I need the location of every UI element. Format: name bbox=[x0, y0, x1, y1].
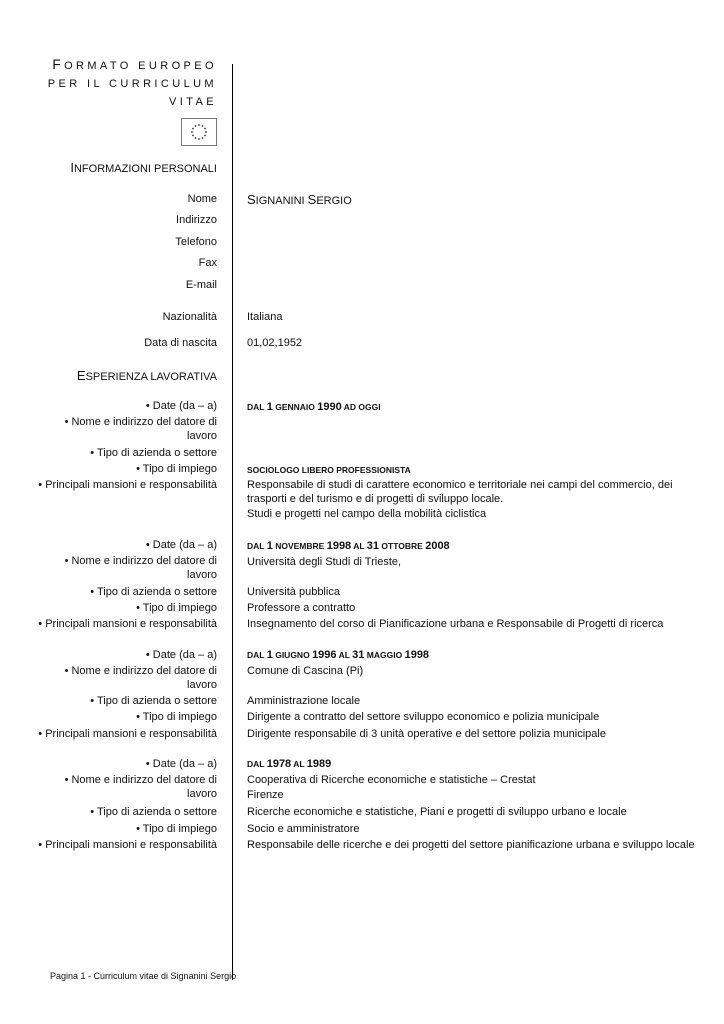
entry-3-date-value: DAL 1 GIUGNO 1996 AL 31 MAGGIO 1998 bbox=[247, 649, 430, 661]
entry-3-employer-label: • Nome e indirizzo del datore di lavoro bbox=[64, 665, 217, 691]
entry-2-job-type-label: • Tipo di impiego bbox=[136, 602, 217, 614]
entry-4-date-label: • Date (da – a) bbox=[145, 758, 217, 770]
entry-4-employer-value-2: Firenze bbox=[247, 789, 284, 801]
entry-4-duties-value: Responsabile delle ricerche e dei progetti del settore pianificazione urbana e sviluppo locale bbox=[247, 839, 695, 851]
entry-1-sector-label: • Tipo di azienda o settore bbox=[90, 447, 217, 459]
address-label: Indirizzo bbox=[176, 214, 217, 226]
entry-4-job-type-value: Socio e amministratore bbox=[247, 823, 360, 835]
title-line-1: FORMATO EUROPEO bbox=[52, 57, 217, 72]
entry-4-date-value: DAL 1978 AL 1989 bbox=[247, 758, 332, 770]
page-footer: Pagina 1 - Curriculum vitae di Signanini Sergio bbox=[50, 971, 237, 981]
entry-1-duties-value-2: Studi e progetti nel campo della mobilità ciclistica bbox=[247, 508, 487, 520]
entry-1-employer-label: • Nome e indirizzo del datore di lavoro bbox=[64, 416, 217, 442]
document-title bbox=[48, 56, 217, 111]
entry-2-sector-label: • Tipo di azienda o settore bbox=[90, 586, 217, 598]
title-line-3: VITAE bbox=[169, 96, 217, 108]
title-line-2: PER IL CURRICULUM bbox=[47, 78, 217, 90]
entry-2-job-type-value: Professore a contratto bbox=[247, 602, 356, 614]
entry-1-date-value: DAL 1 GENNAIO 1990 AD OGGI bbox=[247, 401, 381, 413]
entry-2-date-label: • Date (da – a) bbox=[145, 539, 217, 551]
entry-2-employer-value: Università degli Studi di Trieste, bbox=[247, 556, 402, 568]
name-value: SIGNANINI SERGIO bbox=[247, 192, 352, 207]
entry-4-duties-label: • Principali mansioni e responsabilità bbox=[38, 839, 217, 851]
vertical-divider bbox=[232, 64, 233, 980]
entry-3-sector-value: Amministrazione locale bbox=[247, 695, 361, 707]
entry-2-duties-value: Insegnamento del corso di Pianificazione urbana e Responsabile di Progetti di ricerca bbox=[247, 618, 664, 630]
entry-3-job-type-label: • Tipo di impiego bbox=[136, 711, 217, 723]
phone-label: Telefono bbox=[175, 236, 217, 248]
nationality-label: Nazionalità bbox=[162, 311, 217, 323]
section-personal-info: INFORMAZIONI PERSONALI bbox=[70, 160, 217, 175]
entry-1-duties-value: Responsabile di studi di carattere economico e territoriale nei campi del commercio, dei trasporti e del turismo e di progetti di sviluppo locale. bbox=[247, 479, 673, 505]
entry-3-duties-value: Dirigente responsabile di 3 unità operative e del settore polizia municipale bbox=[247, 728, 606, 740]
entry-4-employer-value: Cooperativa di Ricerche economiche e statistiche – Crestat bbox=[247, 774, 536, 786]
birth-label: Data di nascita bbox=[144, 337, 217, 349]
entry-3-employer-value: Comune di Cascina (Pi) bbox=[247, 665, 364, 677]
entry-3-date-label: • Date (da – a) bbox=[145, 649, 217, 661]
entry-4-sector-label: • Tipo di azienda o settore bbox=[90, 806, 217, 818]
entry-4-sector-value: Ricerche economiche e statistiche, Piani e progetti di sviluppo urbano e locale bbox=[247, 806, 627, 818]
entry-2-duties-label: • Principali mansioni e responsabilità bbox=[38, 618, 217, 630]
entry-3-duties-label: • Principali mansioni e responsabilità bbox=[38, 728, 217, 740]
eu-flag-icon bbox=[181, 118, 217, 146]
nationality-value: Italiana bbox=[247, 311, 283, 323]
entry-4-job-type-label: • Tipo di impiego bbox=[136, 823, 217, 835]
birth-value: 01,02,1952 bbox=[247, 337, 303, 349]
fax-label: Fax bbox=[198, 257, 217, 269]
entry-1-job-type-value: SOCIOLOGO LIBERO PROFESSIONISTA bbox=[247, 465, 411, 475]
name-label: Nome bbox=[187, 193, 217, 205]
entry-3-sector-label: • Tipo di azienda o settore bbox=[90, 695, 217, 707]
section-work-experience: ESPERIENZA LAVORATIVA bbox=[76, 368, 217, 383]
entry-1-job-type-label: • Tipo di impiego bbox=[136, 463, 217, 475]
entry-1-duties-label: • Principali mansioni e responsabilità bbox=[38, 479, 217, 491]
email-label: E-mail bbox=[185, 279, 217, 291]
entry-4-employer-label: • Nome e indirizzo del datore di lavoro bbox=[64, 774, 217, 800]
entry-2-employer-label: • Nome e indirizzo del datore di lavoro bbox=[64, 555, 217, 581]
entry-3-job-type-value: Dirigente a contratto del settore sviluppo economico e polizia municipale bbox=[247, 711, 600, 723]
entry-1-date-label: • Date (da – a) bbox=[145, 400, 217, 412]
entry-2-sector-value: Università pubblica bbox=[247, 586, 340, 598]
entry-2-date-value: DAL 1 NOVEMBRE 1998 AL 31 OTTOBRE 2008 bbox=[247, 540, 450, 552]
